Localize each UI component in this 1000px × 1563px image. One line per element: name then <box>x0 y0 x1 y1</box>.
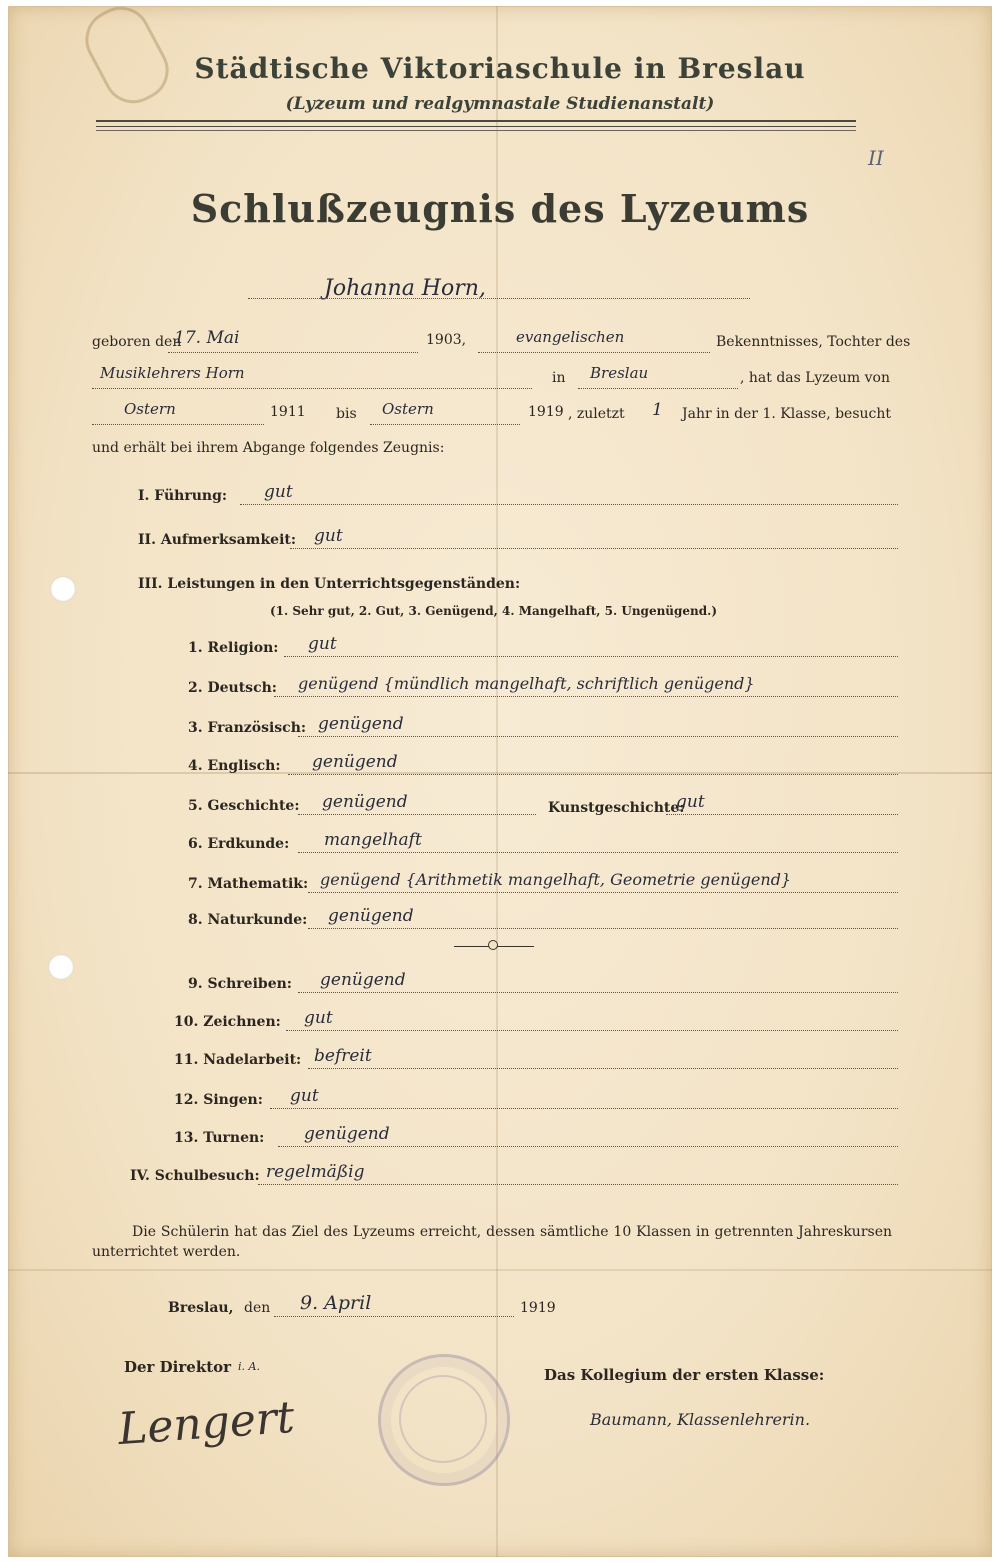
place-label: Breslau, <box>168 1300 234 1316</box>
has-label: , hat das Lyzeum von <box>740 370 891 386</box>
director-signature: Lengert <box>116 1391 297 1456</box>
subject-label: 2. Deutsch: <box>188 680 277 696</box>
attendance-label: IV. Schulbesuch: <box>130 1168 260 1184</box>
fill-line <box>308 1068 898 1069</box>
fill-line <box>284 656 898 657</box>
certificate-paper <box>8 6 992 1557</box>
class-label: Jahr in der 1. Klasse, besucht <box>682 406 892 422</box>
conduct-label: I. Führung: <box>138 488 228 504</box>
subject-grade: genügend {Arithmetik mangelhaft, Geometrie genügend} <box>320 870 792 889</box>
birth-year: 1903, <box>426 332 467 348</box>
to-year: 1919 <box>528 404 564 420</box>
receives-text: und erhält bei ihrem Abgange folgendes Zeugnis: <box>92 440 445 456</box>
bis-label: bis <box>336 406 357 422</box>
director-label: Der Direktor <box>124 1358 232 1376</box>
subject-label: 4. Englisch: <box>188 758 281 774</box>
from-year: 1911 <box>270 404 306 420</box>
subject-grade: genügend <box>322 792 408 812</box>
corner-mark: II <box>868 146 884 170</box>
to-term: Ostern <box>382 400 434 418</box>
grade-scale: (1. Sehr gut, 2. Gut, 3. Genügend, 4. Mangelhaft, 5. Ungenügend.) <box>270 604 718 618</box>
fill-line <box>298 814 536 815</box>
fill-line <box>298 736 898 737</box>
punch-hole <box>50 576 76 602</box>
fill-line <box>274 1316 514 1317</box>
fill-line <box>370 424 520 425</box>
fill-line <box>298 992 898 993</box>
header-rule <box>96 126 856 127</box>
attention-grade: gut <box>314 526 343 546</box>
subject-grade: befreit <box>314 1046 372 1066</box>
in-label: in <box>552 370 566 386</box>
college-label: Das Kollegium der ersten Klasse: <box>544 1366 825 1384</box>
subject-grade: genügend <box>318 714 404 734</box>
attendance-value: regelmäßig <box>266 1162 365 1182</box>
fill-line <box>168 352 418 353</box>
school-name: Städtische Viktoriaschule in Breslau <box>194 52 806 85</box>
document-title: Schlußzeugnis des Lyzeums <box>190 186 810 231</box>
subject-label: 6. Erdkunde: <box>188 836 290 852</box>
father: Musiklehrers Horn <box>100 364 245 382</box>
issue-year: 1919 <box>520 1300 556 1316</box>
subject-grade: genügend <box>328 906 414 926</box>
subject-label: 10. Zeichnen: <box>174 1014 281 1030</box>
subject-grade: gut <box>290 1086 319 1106</box>
fill-line <box>288 774 898 775</box>
subject-grade: genügend {mündlich mangelhaft, schriftlich genügend} <box>298 674 755 693</box>
header-rule <box>96 120 856 122</box>
achievements-label: III. Leistungen in den Unterrichtsgegenständen: <box>138 576 521 592</box>
fold-crease <box>496 6 498 1557</box>
birth-date: 17. Mai <box>174 328 240 348</box>
subject-grade: genügend <box>312 752 398 772</box>
den-label: den <box>244 1300 271 1316</box>
subject-extra-label: Kunstgeschichte: <box>548 800 685 816</box>
fill-line <box>298 852 898 853</box>
fold-crease <box>8 1269 992 1271</box>
fill-line <box>270 1108 898 1109</box>
fill-line <box>308 892 898 893</box>
fill-line <box>666 814 898 815</box>
subject-label: 3. Französisch: <box>188 720 307 736</box>
fill-line <box>578 388 738 389</box>
fill-line <box>240 504 898 505</box>
subject-grade: gut <box>308 634 337 654</box>
years: 1 <box>652 400 663 420</box>
subject-grade: genügend <box>304 1124 390 1144</box>
subject-label: 12. Singen: <box>174 1092 263 1108</box>
official-seal <box>378 1354 510 1486</box>
subject-label: 13. Turnen: <box>174 1130 265 1146</box>
last-label: , zuletzt <box>568 406 625 422</box>
fill-line <box>290 548 898 549</box>
college-signature: Baumann, Klassenlehrerin. <box>590 1410 811 1429</box>
fill-line <box>478 352 710 353</box>
confession-label: Bekenntnisses, Tochter des <box>716 334 911 350</box>
subject-label: 8. Naturkunde: <box>188 912 308 928</box>
director-note: i. A. <box>238 1360 260 1373</box>
born-label: geboren den <box>92 334 182 350</box>
ornament-dot <box>488 940 498 950</box>
fill-line <box>92 424 264 425</box>
conduct-grade: gut <box>264 482 293 502</box>
subject-label: 5. Geschichte: <box>188 798 300 814</box>
closing-statement: Die Schülerin hat das Ziel des Lyzeums erreicht, dessen sämtliche 10 Klassen in getrennten Jahreskursen unterrichtet werden. <box>92 1224 892 1260</box>
attention-label: II. Aufmerksamkeit: <box>138 532 297 548</box>
subject-label: 11. Nadelarbeit: <box>174 1052 302 1068</box>
confession: evangelischen <box>516 328 625 346</box>
issue-date: 9. April <box>300 1292 372 1314</box>
subject-label: 7. Mathematik: <box>188 876 309 892</box>
school-subtitle: (Lyzeum und realgymnastale Studienanstalt) <box>285 94 715 114</box>
fill-line <box>308 928 898 929</box>
from-term: Ostern <box>124 400 176 418</box>
fill-line <box>258 1184 898 1185</box>
name-line <box>248 298 750 299</box>
header-rule <box>96 130 856 131</box>
subject-label: 1. Religion: <box>188 640 279 656</box>
punch-hole <box>48 954 74 980</box>
subject-grade: gut <box>304 1008 333 1028</box>
subject-label: 9. Schreiben: <box>188 976 292 992</box>
place: Breslau <box>590 364 649 382</box>
fill-line <box>274 696 898 697</box>
student-name: Johanna Horn, <box>324 276 486 301</box>
fill-line <box>286 1030 898 1031</box>
subject-grade: mangelhaft <box>324 830 422 850</box>
subject-extra-grade: gut <box>676 792 705 812</box>
fill-line <box>278 1146 898 1147</box>
fill-line <box>92 388 532 389</box>
subject-grade: genügend <box>320 970 406 990</box>
